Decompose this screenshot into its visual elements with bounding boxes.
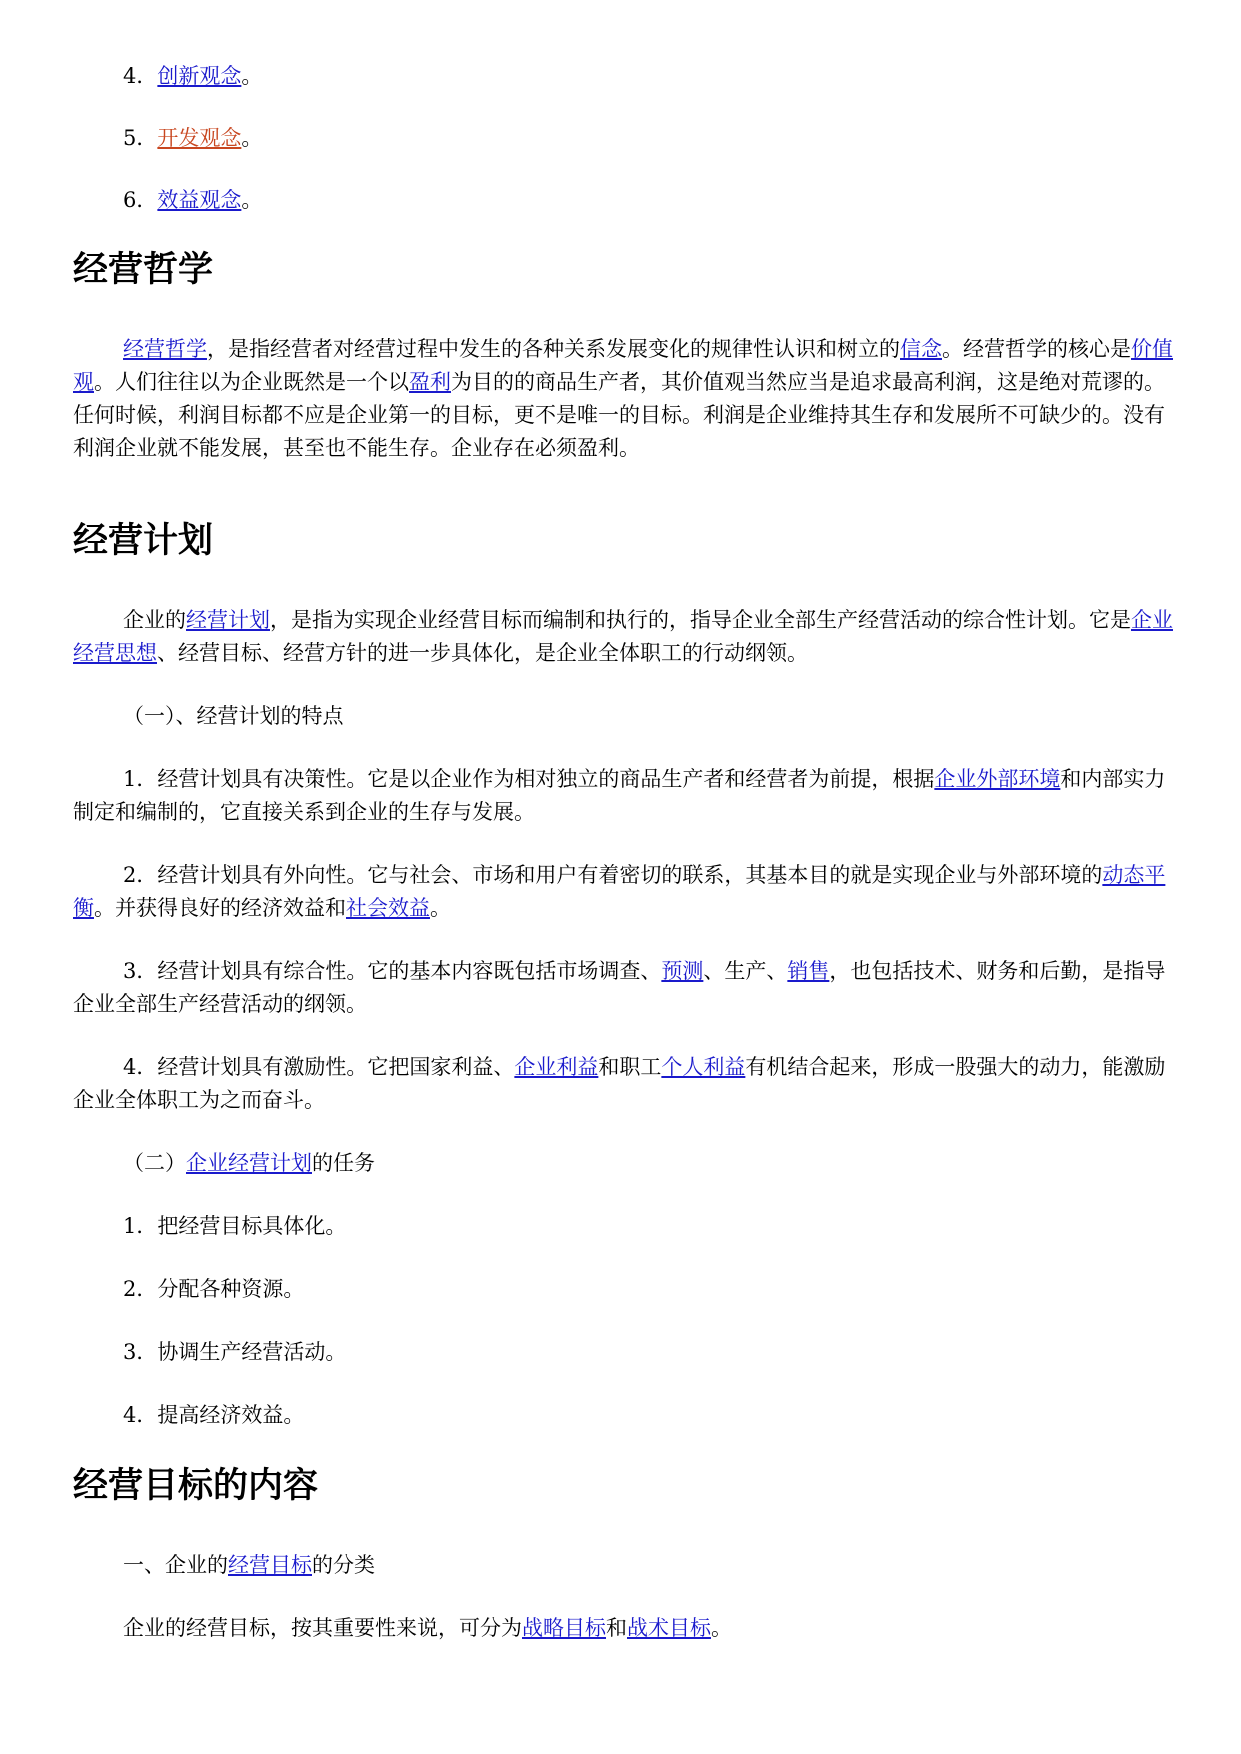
document-page (73, 60, 1173, 1645)
paragraph-feature-2: 2．经营计划具有外向性。它与社会、市场和用户有着密切的联系，其基本目的就是实现企业与外部环境的动态平衡。并获得良好的经济效益和社会效益。 (73, 863, 1166, 920)
link-profit[interactable]: 盈利 (409, 370, 451, 394)
section-heading-philosophy: 经营哲学 (73, 250, 214, 290)
subheading-features: （一）、经营计划的特点 (123, 704, 344, 728)
task-item: 2．分配各种资源。 (123, 1277, 305, 1301)
link-dynamic-balance[interactable]: 动态平衡 (73, 863, 1166, 920)
subheading-tasks: （二）企业经营计划的任务 (123, 1151, 375, 1175)
link-belief[interactable]: 信念 (900, 337, 942, 361)
task-item: 3．协调生产经营活动。 (123, 1340, 347, 1364)
link-social-benefit[interactable]: 社会效益 (346, 896, 430, 920)
link-values[interactable]: 价值观 (73, 337, 1173, 394)
paragraph-objective: 企业的经营目标，按其重要性来说，可分为战略目标和战术目标。 (123, 1616, 732, 1640)
link-tactical-objective[interactable]: 战术目标 (627, 1616, 711, 1640)
link-strategic-objective[interactable]: 战略目标 (522, 1616, 606, 1640)
paragraph-feature-3: 3．经营计划具有综合性。它的基本内容既包括市场调查、预测、生产、销售，也包括技术、财务和后勤，是指导企业全部生产经营活动的纲领。 (73, 959, 1166, 1016)
paragraph-philosophy: 经营哲学，是指经营者对经营过程中发生的各种关系发展变化的规律性认识和树立的信念。经营哲学的核心是价值观。人们往往以为企业既然是一个以盈利为目的的商品生产者，其价值观当然应当是追求最高利润，这是绝对荒谬的。任何时候，利润目标都不应是企业第一的目标，更不是唯一的目标。利润是企业维持其生存和发展所不可缺少的。没有利润企业就不能发展，甚至也不能生存。企业存在必须盈利。 (73, 337, 1173, 460)
link-innovation-concept[interactable]: 创新观念 (157, 64, 242, 88)
task-item: 4．提高经济效益。 (123, 1403, 305, 1427)
link-external-environment[interactable]: 企业外部环境 (934, 767, 1061, 791)
list-item: 6．效益观念。 (123, 188, 263, 212)
link-enterprise-business-plan[interactable]: 企业经营计划 (186, 1151, 312, 1175)
paragraph-feature-1: 1．经营计划具有决策性。它是以企业作为相对独立的商品生产者和经营者为前提，根据企业外部环境和内部实力制定和编制的，它直接关系到企业的生存与发展。 (73, 767, 1166, 824)
paragraph-feature-4: 4．经营计划具有激励性。它把国家利益、企业利益和职工个人利益有机结合起来，形成一股强大的动力，能激励企业全体职工为之而奋斗。 (73, 1055, 1166, 1112)
link-sales[interactable]: 销售 (787, 959, 830, 983)
link-forecast[interactable]: 预测 (661, 959, 704, 983)
link-personal-interest[interactable]: 个人利益 (661, 1055, 746, 1079)
list-item: 4．创新观念。 (123, 64, 263, 88)
list-item: 5．开发观念。 (123, 126, 263, 150)
section-heading-objectives: 经营目标的内容 (73, 1466, 319, 1506)
link-business-objective[interactable]: 经营目标 (228, 1553, 312, 1577)
subheading-objective-classification: 一、企业的经营目标的分类 (123, 1553, 375, 1577)
link-benefit-concept[interactable]: 效益观念 (157, 188, 242, 212)
link-business-thought[interactable]: 企业经营思想 (73, 608, 1173, 665)
link-business-plan[interactable]: 经营计划 (186, 608, 270, 632)
link-enterprise-interest[interactable]: 企业利益 (514, 1055, 599, 1079)
paragraph-plan-intro: 企业的经营计划，是指为实现企业经营目标而编制和执行的，指导企业全部生产经营活动的综合性计划。它是企业经营思想、经营目标、经营方针的进一步具体化，是企业全体职工的行动纲领。 (73, 608, 1173, 665)
section-heading-plan: 经营计划 (73, 521, 214, 561)
task-item: 1．把经营目标具体化。 (123, 1214, 347, 1238)
link-business-philosophy[interactable]: 经营哲学 (123, 337, 207, 361)
link-development-concept[interactable]: 开发观念 (157, 126, 242, 150)
